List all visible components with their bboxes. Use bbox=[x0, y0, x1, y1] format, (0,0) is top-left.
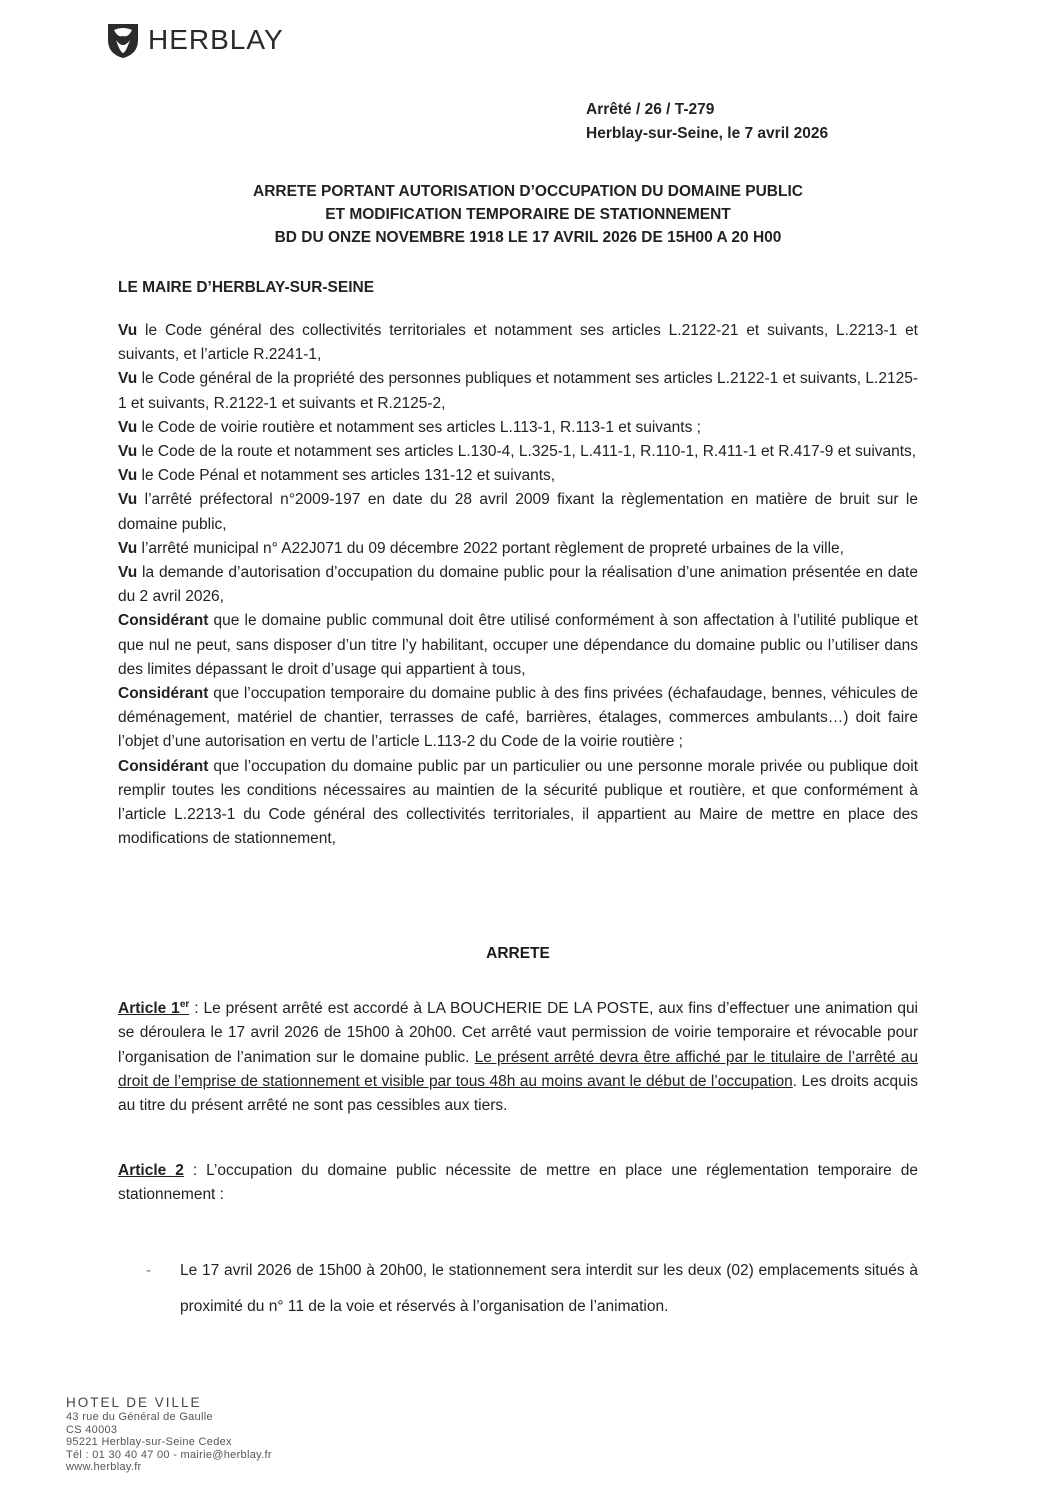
arrete-heading: ARRETE bbox=[486, 945, 550, 962]
consideration-item: Considérant que l’occupation du domaine public par un particulier ou une personne morale privée ou publique doit remplir toutes les conditions nécessaires au maintien de la sécurité publique et routière, et que conformément à l’article L.2213-1 du Code général des collectivités territoriales, il appartient au Maire de mettre en place des modifications de stationnement, bbox=[118, 757, 918, 848]
city-emblem-icon bbox=[102, 20, 144, 60]
bullet-dash: - bbox=[146, 1262, 152, 1279]
article-2-label: Article 2 bbox=[118, 1162, 184, 1179]
document-title bbox=[118, 180, 938, 249]
article-2: Article 2 : L’occupation du domaine public nécessite de mettre en place une réglementation temporaire de stationnement : bbox=[118, 1162, 919, 1204]
consideration-item: Vu le Code de la route et notamment ses articles L.130-4, L.325-1, L.411-1, R.110-1, R.411-1 et R.417-9 et suivants, bbox=[118, 443, 917, 461]
footer-contact: Tél : 01 30 40 47 00 - mairie@herblay.fr bbox=[66, 1448, 272, 1461]
footer-cs: CS 40003 bbox=[66, 1423, 118, 1436]
consideration-item: Vu le Code général des collectivités territoriales et notamment ses articles L.2122-21 et suivants, L.2213-1 et suivants, et l’article R.2241-1, bbox=[118, 322, 918, 364]
mayor-heading: LE MAIRE D’HERBLAY-SUR-SEINE bbox=[118, 279, 375, 296]
place-and-date: Herblay-sur-Seine, le 7 avril 2026 bbox=[586, 125, 829, 142]
consideration-item: Considérant que l’occupation temporaire du domaine public à des fins privées (échafaudage, bennes, véhicules de déménagement, matériel de chantier, terrasses de café, barrières, étalages, commerces ambulants…) doit faire l’objet d’une autorisation en vertu de l’article L.113-2 du Code de la voirie routière ; bbox=[118, 685, 918, 751]
consideration-item: Vu l’arrêté municipal n° A22J071 du 09 décembre 2022 portant règlement de propreté urbaines de la ville, bbox=[118, 539, 844, 557]
footer-address bbox=[66, 1395, 272, 1474]
title-line-3: BD DU ONZE NOVEMBRE 1918 LE 17 AVRIL 2026 DE 15H00 A 20 H00 bbox=[274, 229, 782, 246]
logo-wordmark: HERBLAY bbox=[148, 24, 284, 55]
posting-obligation: Le présent arrêté devra être affiché par le titulaire de l’arrêté au droit de l’emprise de stationnement et visible par tous 48h au moins avant le début de l’occupation bbox=[118, 1048, 918, 1090]
footer-title: HOTEL DE VILLE bbox=[66, 1395, 202, 1410]
footer-city: 95221 Herblay-sur-Seine Cedex bbox=[66, 1436, 232, 1448]
considerations-list bbox=[118, 319, 918, 851]
decree-reference: Arrêté / 26 / T-279 bbox=[586, 101, 715, 118]
consideration-item: Vu la demande d’autorisation d’occupation du domaine public pour la réalisation d’une animation présentée en date du 2 avril 2026, bbox=[118, 564, 918, 606]
footer-website: www.herblay.fr bbox=[66, 1461, 142, 1473]
consideration-item: Vu le Code général de la propriété des personnes publiques et notamment ses articles L.2122-1 et suivants, L.2125-1 et suivants, R.2122-1 et suivants et R.2125-2, bbox=[118, 370, 918, 412]
footer-street: 43 rue du Général de Gaulle bbox=[66, 1411, 213, 1423]
title-line-1: ARRETE PORTANT AUTORISATION D’OCCUPATION DU DOMAINE PUBLIC bbox=[253, 183, 803, 200]
reference-block bbox=[586, 98, 828, 146]
herblay-logo bbox=[102, 20, 284, 60]
consideration-item: Considérant que le domaine public communal doit être utilisé conformément à son affectation à l’utilité publique et que nul ne peut, sans disposer d’un titre l’y habilitant, occuper une dépendance du domaine public ou l’utiliser dans des limites dépassant le droit d’usage qui appartient à tous, bbox=[118, 612, 918, 678]
article-1-label: Article 1er bbox=[118, 999, 190, 1018]
parking-restriction-text: Le 17 avril 2026 de 15h00 à 20h00, le stationnement sera interdit sur les deux (02) emplacements situés à proximité du n° 11 de la voie et réservés à l’organisation de l’animation. bbox=[180, 1262, 918, 1315]
title-line-2: ET MODIFICATION TEMPORAIRE DE STATIONNEMENT bbox=[325, 206, 731, 223]
article-1: Article 1er : Le présent arrêté est accordé à LA BOUCHERIE DE LA POSTE, aux fins d’effectuer une animation qui se déroulera le 17 avril 2026 de 15h00 à 20h00. Cet arrêté vaut permission de voirie temporaire et révocable pour l’organisation de l’animation sur le domaine public. Le présent arrêté devra être affiché par le titulaire de l’arrêté au droit de l’emprise de stationnement et visible par tous 48h au moins avant le début de l’occupation. Les droits acquis au titre du présent arrêté ne sont pas cessibles aux tiers. bbox=[118, 999, 919, 1114]
parking-restriction-item bbox=[146, 1253, 918, 1325]
consideration-item: Vu le Code de voirie routière et notamment ses articles L.113-1, R.113-1 et suivants ; bbox=[118, 418, 701, 436]
consideration-item: Vu le Code Pénal et notamment ses articles 131-12 et suivants, bbox=[118, 467, 556, 485]
consideration-item: Vu l’arrêté préfectoral n°2009-197 en date du 28 avril 2009 fixant la règlementation en matière de bruit sur le domaine public, bbox=[118, 491, 918, 533]
